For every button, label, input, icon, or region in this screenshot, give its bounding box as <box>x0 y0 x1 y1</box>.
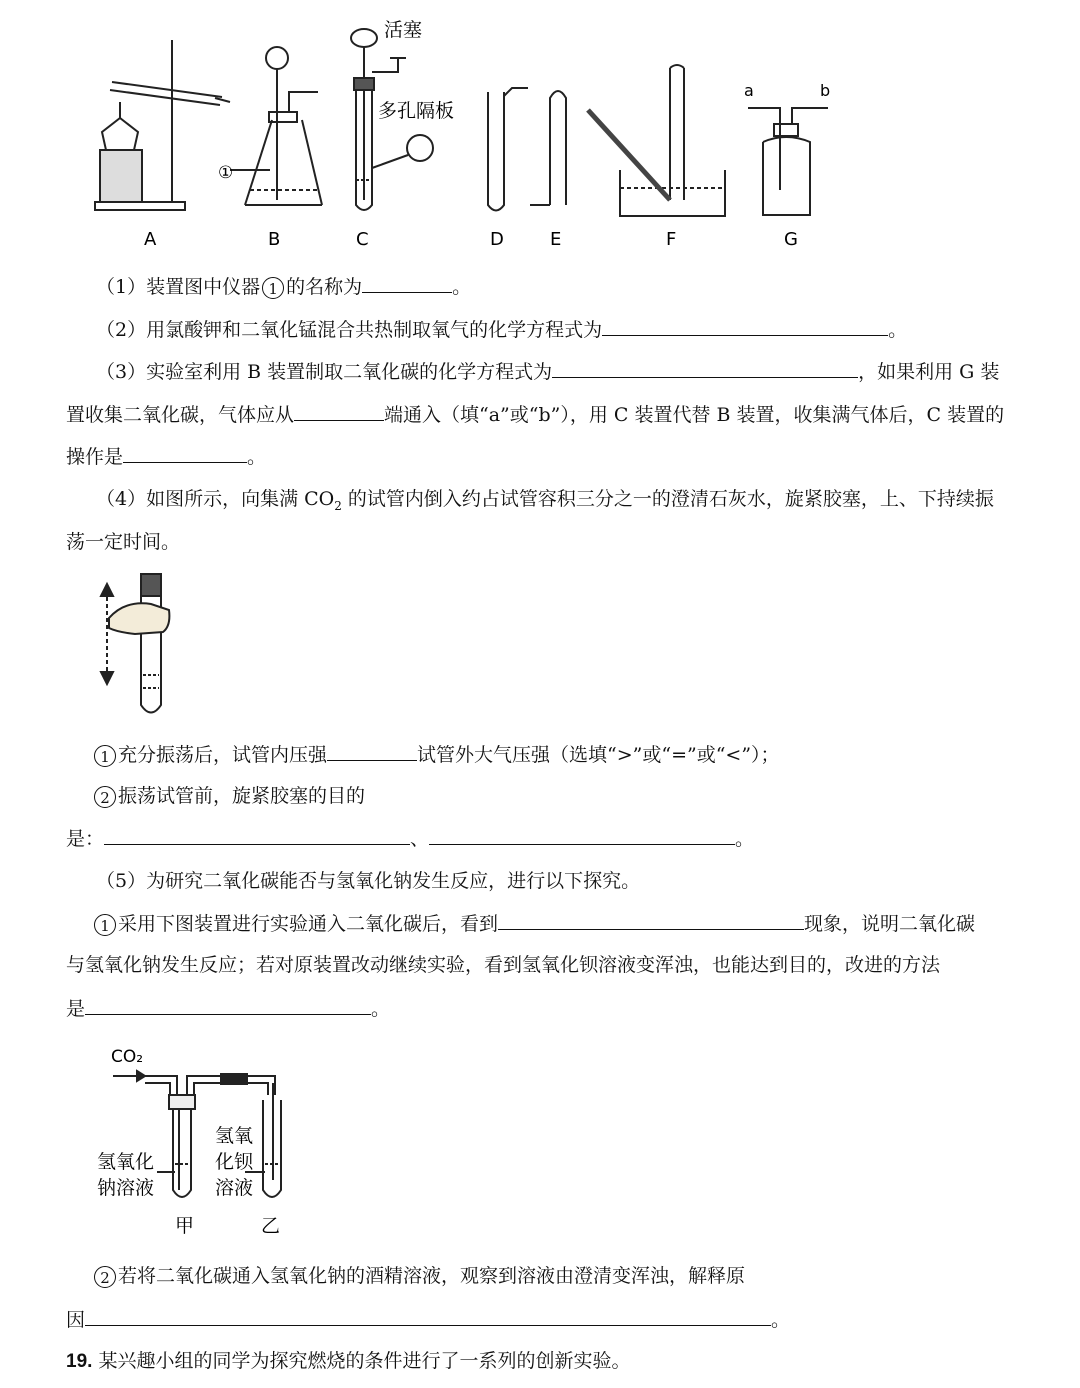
q2 <box>96 315 907 344</box>
q1-text: （1）装置图中仪器 <box>96 276 261 298</box>
q3-text: 。 <box>247 446 267 468</box>
baoh-label-1: 氢氧 <box>215 1125 254 1147</box>
q3-text: 端通入（填“a”或“b”），用 C 装置代替 B 装置，收集满气体后，C 装置的 <box>384 404 1005 426</box>
label-e: E <box>550 229 562 250</box>
q1-text-2: 的名称为 <box>286 276 363 298</box>
co2-apparatus-figure <box>95 1040 310 1240</box>
circle-one-marker: 1 <box>262 277 284 299</box>
q4-sub-2 <box>92 782 365 810</box>
q3-text: 操作是 <box>66 446 124 468</box>
answer-blank[interactable] <box>85 1305 771 1326</box>
circle-two-marker: 2 <box>94 786 116 808</box>
answer-blank[interactable] <box>429 824 735 845</box>
q5-end: 。 <box>371 998 391 1020</box>
stopcock-label: 活塞 <box>384 20 423 41</box>
co2-subscript: 2 <box>334 498 342 513</box>
q4-sub-text: 振荡试管前，旋紧胶塞的目的 <box>118 785 366 807</box>
apparatus-g <box>748 108 828 215</box>
q1-end: 。 <box>452 276 472 298</box>
apparatus-e <box>530 91 566 205</box>
porous-plate-label: 多孔隔板 <box>378 100 455 122</box>
jia-label: 甲 <box>175 1215 195 1237</box>
co2-label: CO₂ <box>111 1047 144 1067</box>
shaking-tube-figure <box>95 570 185 720</box>
label-b: B <box>268 229 281 250</box>
q5-sub-1-line-2 <box>66 951 940 979</box>
q5-text: 现象，说明二氧化碳 <box>804 913 976 935</box>
tube-b-label: b <box>820 81 831 100</box>
q5-sub-2-line-1 <box>92 1262 745 1290</box>
label-c: C <box>356 229 369 250</box>
circle-two-marker: 2 <box>94 1266 116 1288</box>
label-f: F <box>666 229 677 250</box>
q3-text: （3）实验室利用 B 装置制取二氧化碳的化学方程式为 <box>96 361 553 383</box>
question-number: 19. <box>66 1351 93 1372</box>
baoh-label-3: 溶液 <box>215 1177 254 1199</box>
apparatus-d <box>488 88 528 211</box>
q5-text: 因 <box>66 1309 86 1331</box>
answer-blank[interactable] <box>327 740 417 761</box>
answer-blank[interactable] <box>294 400 384 421</box>
apparatus-figure <box>80 20 860 255</box>
apparatus-labels <box>144 229 798 250</box>
q4-sub-text: 试管外大气压强（选填“>”或“=”或“<”）； <box>417 744 780 766</box>
label-a: A <box>144 229 157 250</box>
label-g: G <box>784 229 798 250</box>
q19-text: 某兴趣小组的同学为探究燃烧的条件进行了一系列的创新实验。 <box>98 1350 631 1372</box>
q4-sub-text: 是： <box>66 828 105 850</box>
apparatus-b <box>230 47 322 205</box>
q5-text: 是 <box>66 998 86 1020</box>
q1 <box>96 272 471 301</box>
q4-sub-2-answer <box>66 824 754 853</box>
answer-blank[interactable] <box>602 315 888 336</box>
answer-blank[interactable] <box>362 272 452 293</box>
q5-text: 采用下图装置进行实验通入二氧化碳后，看到 <box>118 913 499 935</box>
q4-sub-text: 充分振荡后，试管内压强 <box>118 744 328 766</box>
q19 <box>66 1347 630 1376</box>
q5-sub-1-line-1 <box>92 909 975 938</box>
q5-text: 若将二氧化碳通入氢氧化钠的酒精溶液，观察到溶液由澄清变浑浊，解释原 <box>118 1265 746 1287</box>
tube-a-label: a <box>744 81 754 100</box>
circle-one-marker: 1 <box>94 745 116 767</box>
q4-end: 。 <box>735 828 755 850</box>
q5-sub-1-line-3 <box>66 994 390 1023</box>
q3-line-3 <box>66 442 266 471</box>
q4-text: 的试管内倒入约占试管容积三分之一的澄清石灰水，旋紧胶塞，上、下持续振 <box>341 488 994 510</box>
circle-one-marker: 1 <box>94 914 116 936</box>
q4-line-2 <box>66 528 180 556</box>
naoh-label-2: 钠溶液 <box>97 1177 155 1199</box>
answer-blank[interactable] <box>104 824 410 845</box>
baoh-label-2: 化钡 <box>215 1151 254 1173</box>
q3-line-1 <box>96 357 999 386</box>
q3-text: 置收集二氧化碳，气体应从 <box>66 404 295 426</box>
separator: 、 <box>410 828 430 850</box>
q2-end: 。 <box>888 319 908 341</box>
yi-label: 乙 <box>261 1215 281 1237</box>
naoh-label-1: 氢氧化 <box>97 1151 155 1173</box>
q5-sub-2-line-2 <box>66 1305 790 1334</box>
apparatus-f <box>588 65 725 216</box>
answer-blank[interactable] <box>123 442 247 463</box>
marker-one: ① <box>218 163 234 183</box>
answer-blank[interactable] <box>85 994 371 1015</box>
q5-text: 与氢氧化钠发生反应；若对原装置改动继续实验，看到氢氧化钡溶液变浑浊，也能达到目的，改进的方法 <box>66 954 941 976</box>
q2-text: （2）用氯酸钾和二氧化锰混合共热制取氧气的化学方程式为 <box>96 319 603 341</box>
answer-blank[interactable] <box>552 357 858 378</box>
q4-line-1 <box>96 485 994 520</box>
q4-text: 荡一定时间。 <box>66 531 181 553</box>
q5-intro <box>96 867 640 895</box>
answer-blank[interactable] <box>498 909 804 930</box>
apparatus-a <box>95 40 230 210</box>
q4-sub-1 <box>92 740 780 769</box>
q5-text: （5）为研究二氧化碳能否与氢氧化钠发生反应，进行以下探究。 <box>96 870 641 892</box>
q5-end: 。 <box>771 1309 791 1331</box>
q3-line-2 <box>66 400 1004 429</box>
label-d: D <box>490 229 504 250</box>
q4-text: （4）如图所示，向集满 CO <box>96 488 335 510</box>
q3-text: ，如果利用 G 装 <box>858 361 1000 383</box>
